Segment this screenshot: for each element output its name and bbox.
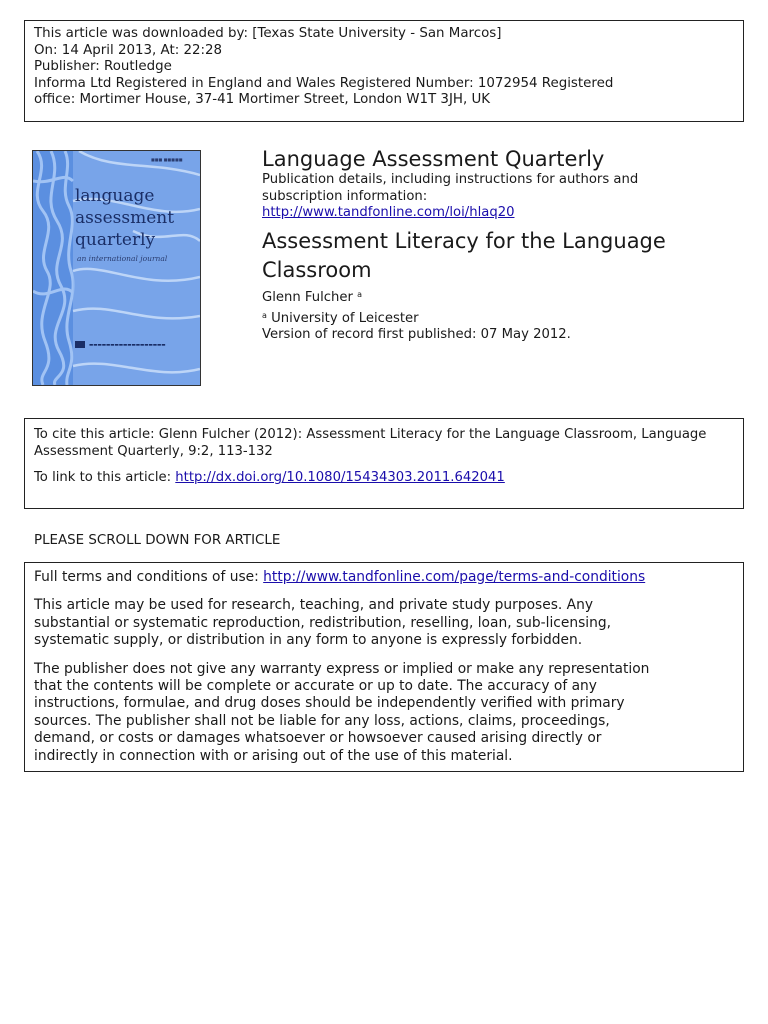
- terms-box: [24, 562, 744, 772]
- author-affiliation-mark: a: [357, 289, 363, 299]
- journal-info: [262, 146, 744, 343]
- journal-title: Language Assessment Quarterly: [262, 147, 605, 171]
- affiliation-mark: a: [262, 310, 267, 320]
- cover-publisher-line: ▬▬▬▬▬▬▬▬▬▬▬▬▬▬▬▬▬▬: [89, 343, 166, 348]
- cover-title-line: assessment: [75, 208, 175, 228]
- paragraph-line: substantial or systematic reproduction, redistribution, reselling, loan, sub-licensing,: [34, 614, 612, 631]
- downloaded-by-text: This article was downloaded by: [Texas State University - San Marcos]: [34, 26, 502, 41]
- article-link-row: [34, 470, 734, 487]
- cover-subtitle: an international journal: [77, 254, 168, 263]
- citation-text-1: To cite this article: Glenn Fulcher (2012): Assessment Literacy for the Language Classroom, Language: [34, 427, 707, 442]
- author-line: [262, 289, 744, 306]
- journal-url-link[interactable]: http://www.tandfonline.com/loi/hlaq20: [262, 205, 515, 220]
- article-title-line: Assessment Literacy for the Language: [262, 228, 666, 253]
- registration-text-1: Informa Ltd Registered in England and Wales Registered Number: 1072954 Registered: [34, 75, 614, 91]
- paragraph-line: demand, or costs or damages whatsoever or howsoever caused arising directly or: [34, 730, 602, 747]
- citation-box: [24, 418, 744, 509]
- paragraph-line: The publisher does not give any warranty express or implied or make any representation: [34, 660, 650, 677]
- paragraph-line: systematic supply, or distribution in any form to anyone is expressly forbidden.: [34, 632, 583, 649]
- usage-paragraph: [34, 597, 734, 649]
- paragraph-line: instructions, formulae, and drug doses should be independently verified with primary: [34, 695, 625, 712]
- paragraph-line: sources. The publisher shall not be liable for any loss, actions, claims, proceedings,: [34, 712, 610, 729]
- terms-link-row: [34, 569, 734, 586]
- article-title: [262, 227, 744, 285]
- download-date-text: On: 14 April 2013, At: 22:28: [34, 42, 223, 58]
- publisher-text: Publisher: Routledge: [34, 59, 172, 75]
- cover-title: [75, 185, 199, 251]
- terms-link[interactable]: http://www.tandfonline.com/page/terms-and-conditions: [263, 569, 646, 585]
- scroll-down-notice: PLEASE SCROLL DOWN FOR ARTICLE: [34, 533, 281, 548]
- cover-title-line: quarterly: [75, 230, 156, 250]
- download-notice-box: [24, 20, 744, 122]
- doi-link[interactable]: http://dx.doi.org/10.1080/15434303.2011.642041: [175, 470, 505, 485]
- paragraph-line: that the contents will be complete or accurate or up to date. The accuracy of any: [34, 678, 597, 695]
- subscription-info-text: subscription information:: [262, 188, 428, 204]
- author-name: Glenn Fulcher: [262, 289, 353, 305]
- article-link-label: To link to this article:: [34, 470, 172, 485]
- version-of-record-text: Version of record first published: 07 May 2012.: [262, 326, 571, 342]
- affiliation-line: [262, 310, 744, 327]
- cover-title-line: language: [75, 186, 155, 206]
- paragraph-line: indirectly in connection with or arising out of the use of this material.: [34, 747, 513, 764]
- article-title-line: Classroom: [262, 257, 372, 282]
- publisher-logo-icon: [75, 341, 85, 348]
- affiliation-name: University of Leicester: [271, 310, 419, 326]
- disclaimer-paragraph: [34, 661, 734, 765]
- cover-issue-text: ■■■ ■■■■■: [151, 157, 183, 162]
- paragraph-line: This article may be used for research, teaching, and private study purposes. Any: [34, 597, 594, 614]
- terms-label: Full terms and conditions of use:: [34, 569, 259, 585]
- publication-details-text: Publication details, including instructions for authors and: [262, 172, 639, 187]
- journal-cover-image: [32, 150, 201, 386]
- registration-text-2: office: Mortimer House, 37-41 Mortimer Street, London W1T 3JH, UK: [34, 92, 491, 108]
- citation-text-2: Assessment Quarterly, 9:2, 113-132: [34, 443, 273, 459]
